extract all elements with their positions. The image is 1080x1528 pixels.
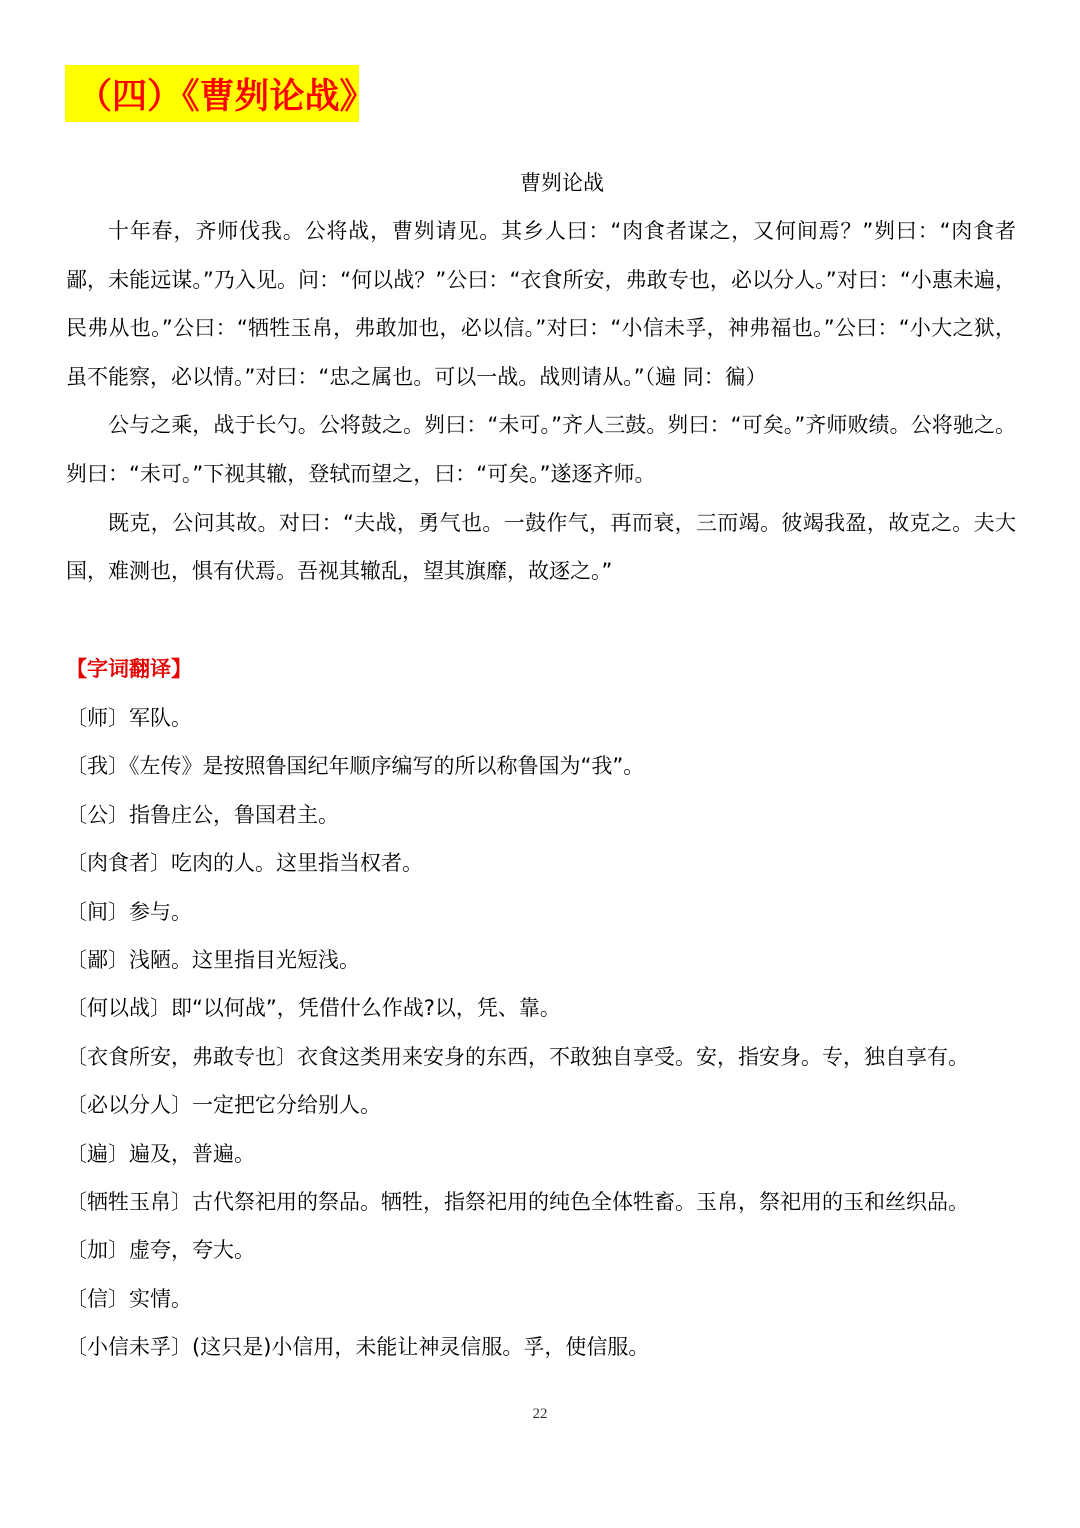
- glossary-item: 〔我〕《左传》是按照鲁国纪年顺序编写的所以称鲁国为“我”。: [66, 754, 645, 779]
- glossary-item: 〔肉食者〕吃肉的人。这里指当权者。: [66, 851, 423, 876]
- glossary-item: 〔何以战〕即“以何战”，凭借什么作战?以，凭、靠。: [66, 996, 561, 1021]
- glossary-item: 〔鄙〕浅陋。这里指目光短浅。: [66, 948, 360, 973]
- paragraph: 十年春，齐师伐我。公将战，曹刿请见。其乡人曰：“肉食者谋之，又何间焉？”刿曰：“肉食者鄙，未能远谋。”乃入见。问：“何以战？”公曰：“衣食所安，弗敢专也，必以分人。”对曰：“小惠未遍，民弗从也。”公曰：“牺牲玉帛，弗敢加也，必以信。”对曰：“小信未孚，神弗福也。”公曰：“小大之狱，虽不能察，必以情。”对曰：“忠之属也。可以一战。战则请从。”（遍 同：徧）: [66, 219, 1016, 389]
- glossary-item: 〔信〕实情。: [66, 1286, 192, 1311]
- paragraph: 公与之乘，战于长勺。公将鼓之。刿曰：“未可。”齐人三鼓。刿曰：“可矣。”齐师败绩。公将驰之。刿曰：“未可。”下视其辙，登轼而望之，曰：“可矣。”遂逐齐师。: [66, 413, 1016, 486]
- glossary-item: 〔师〕军队。: [66, 706, 192, 730]
- document-title: 曹刿论战: [520, 171, 604, 195]
- glossary-item: 〔牺牲玉帛〕古代祭祀用的祭品。牺牲，指祭祀用的纯色全体牲畜。玉帛，祭祀用的玉和丝织品。: [66, 1190, 969, 1215]
- glossary-item: 〔衣食所安，弗敢专也〕衣食这类用来安身的东西，不敢独自享受。安，指安身。专，独自享有。: [66, 1044, 969, 1069]
- glossary-item: 〔必以分人〕一定把它分给别人。: [66, 1093, 381, 1118]
- glossary-label: 【字词翻译】: [66, 657, 192, 681]
- glossary-item: 〔遍〕遍及，普遍。: [66, 1141, 255, 1166]
- page-number: 22: [532, 1406, 548, 1422]
- section-heading: （四）《曹刿论战》: [77, 76, 375, 117]
- classical-text: [66, 207, 1016, 596]
- glossary-item: 〔加〕虚夸，夸大。: [66, 1238, 255, 1263]
- glossary-item: 〔间〕参与。: [66, 899, 192, 924]
- glossary-item: 〔公〕指鲁庄公，鲁国君主。: [66, 802, 339, 827]
- glossary-item: 〔小信未孚〕(这只是)小信用，未能让神灵信服。孚，使信服。: [66, 1335, 650, 1360]
- paragraph: 既克，公问其故。对曰：“夫战，勇气也。一鼓作气，再而衰，三而竭。彼竭我盈，故克之。夫大国，难测也，惧有伏焉。吾视其辙乱，望其旗靡，故逐之。”: [66, 510, 1016, 584]
- section-heading-box: [65, 65, 375, 122]
- glossary-list: [66, 694, 1016, 1372]
